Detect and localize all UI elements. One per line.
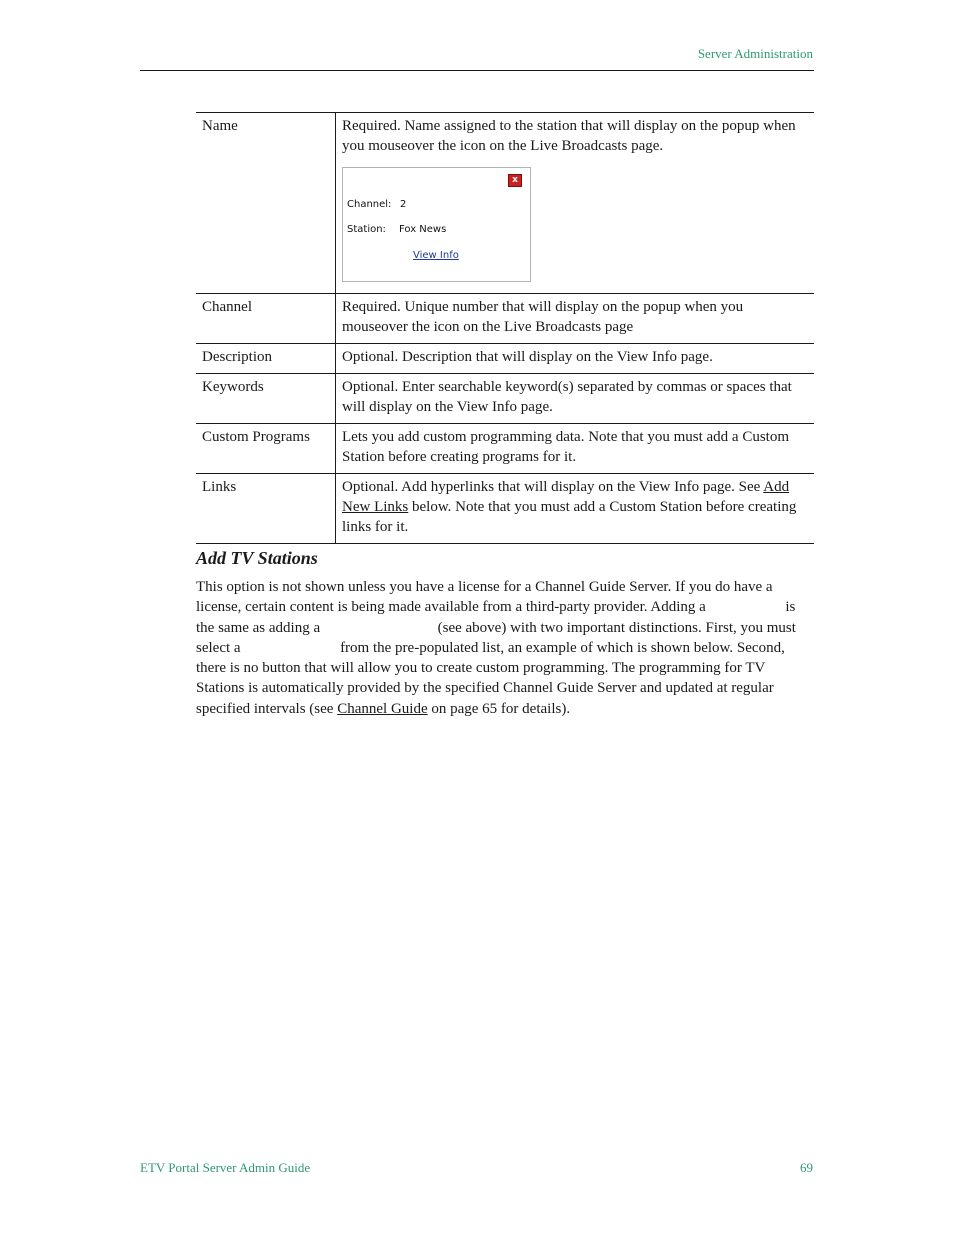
footer-guide-title: ETV Portal Server Admin Guide [140,1160,311,1175]
field-description [336,474,815,544]
field-label: Custom Programs [196,424,336,474]
field-description: Optional. Description that will display on the View Info page. [336,344,815,374]
table-row [196,424,814,474]
description-text: below. Note that you must add a Custom Station before creating links for it. [342,499,797,535]
add-new-links-link[interactable]: Add New Links [342,479,790,515]
field-label: Channel [196,294,336,344]
popup-channel-value: 2 [400,199,407,210]
field-label: Keywords [196,374,336,424]
body-text: from the pre-populated list, an example of which is shown below. Second, there is no button that will allow you to create custom programming. The programming for TV Stations is automatically provided by the specified Channel Guide Server and updated at regular specified intervals (see [196,639,785,717]
field-label: Description [196,344,336,374]
table-row [196,113,814,294]
section-body [196,577,814,719]
close-icon: x [508,174,522,187]
running-header: Server Administration [697,46,813,61]
popup-station-label: Station: [347,224,386,235]
field-label: Links [196,474,336,544]
station-popup-screenshot [342,167,531,282]
body-text: is the same as adding a [196,599,796,636]
table-row [196,374,814,424]
popup-station-value: Fox News [399,224,447,235]
description-text: Required. Name assigned to the station that will display on the popup when you mouseover the icon on the Live Broadcasts page. [342,118,796,154]
table-row [196,474,814,544]
table-row [196,344,814,374]
field-description: Required. Unique number that will display on the popup when you mouseover the icon on the Live Broadcasts page [336,294,815,344]
popup-channel-label: Channel: [347,199,392,210]
field-description: Lets you add custom programming data. Note that you must add a Custom Station before creating programs for it. [336,424,815,474]
description-text: Optional. Add hyperlinks that will display on the View Info page. See [342,479,764,495]
field-description: Optional. Enter searchable keyword(s) separated by commas or spaces that will display on the View Info page. [336,374,815,424]
header-rule [140,70,814,71]
body-text: (see above) with two important distinctions. First, you must select a [196,619,796,656]
section-heading: Add TV Stations [196,548,318,568]
channel-guide-link[interactable]: Channel Guide [337,700,428,717]
field-table [196,112,814,544]
body-text: on page 65 for details). [427,700,571,717]
table-row [196,294,814,344]
footer-page-number: 69 [800,1160,813,1175]
body-text: This option is not shown unless you have a license for a Channel Guide Server. If you do have a license, certain content is being made available from a third-party provider. Adding a [196,579,773,616]
popup-view-info-link: View Info [413,250,459,261]
field-label: Name [196,113,336,294]
field-description [336,113,815,294]
